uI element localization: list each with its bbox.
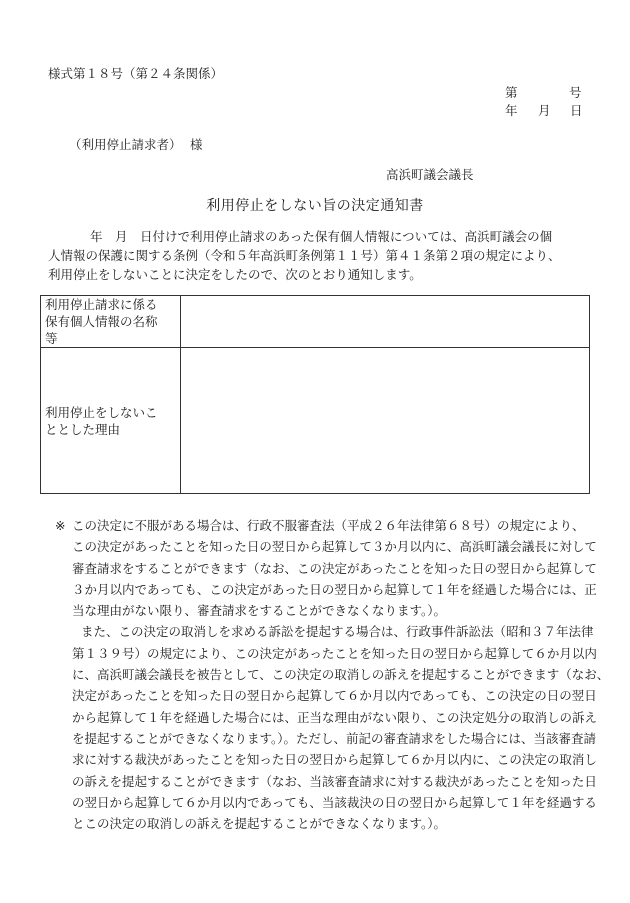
notice-line: に、高浜町議会議長を被告として、この決定の取消しの訴えを提起することができます（なお、 [72, 667, 610, 683]
notice-line: を提起することができなくなります。）。ただし、前記の審査請求をした場合には、当該審査請 [72, 730, 597, 746]
notice-line: ３か月以内であっても、この決定があった日の翌日から起算して１年を経過した場合には、正 [72, 581, 597, 597]
reason-label: 利用停止をしないこ ととした理由 [45, 404, 158, 437]
intro-line: 年 月 日付けで利用停止請求のあった保有個人情報については、高浜町議会の個 [90, 229, 553, 244]
intro-line: 人情報の保護に関する条例（令和５年高浜町条例第１１号）第４１条第２項の規定により、 [48, 248, 561, 263]
date-day-label: 日 [570, 103, 583, 118]
notice-line: また、この決定の取消しを求める訴訟を提起する場合は、行政事件訴訟法（昭和３７年法律 [81, 624, 594, 640]
document-number-suffix: 号 [569, 85, 582, 100]
notice-mark: ※ [55, 518, 66, 533]
table-label-cell [41, 348, 181, 494]
intro-paragraph [48, 227, 593, 284]
notice-line: 当な理由がない限り、審査請求をすることができなくなります。）。 [72, 603, 447, 619]
date-year-label: 年 [505, 103, 518, 118]
date-month-label: 月 [538, 103, 551, 118]
reason-value-cell[interactable] [181, 348, 590, 494]
info-name-label: 利用停止請求に係る 保有個人情報の名称 等 [45, 297, 158, 346]
form-number: 様式第１８号（第２４条関係） [48, 66, 224, 81]
intro-line: 利用停止をしないことに決定をしたので、次のとおり通知します。 [48, 267, 422, 282]
addressee-honorific: 様 [190, 137, 203, 152]
notice-line: の翌日から起算して６か月以内であっても、当該裁決の日の翌日から起算して１年を経過する [72, 794, 597, 810]
notice-line: この決定があったことを知った日の翌日から起算して３か月以内に、高浜町議会議長に対して [72, 539, 597, 555]
info-name-value-cell[interactable] [181, 296, 590, 348]
notice-line: 第１３９号）の規定により、この決定があったことを知った日の翌日から起算して６か月以内 [72, 645, 597, 661]
notice-text: この決定に不服がある場合は、行政不服審査法（平成２６年法律第６８号）の規定により、 [72, 518, 585, 533]
table-label-cell [41, 296, 181, 348]
addressee-label: （利用停止請求者） [69, 137, 182, 152]
notice-section [55, 515, 610, 834]
notice-line: から起算して１年を経過した場合には、正当な理由がない限り、この決定処分の取消しの訴え [72, 709, 598, 725]
notice-line: の訴えを提起することができます（なお、当該審査請求に対する裁決があったことを知った日 [72, 773, 597, 789]
notice-line: 決定があったことを知った日の翌日から起算して６か月以内であっても、この決定の日の翌日 [72, 688, 597, 704]
table-row [41, 296, 590, 348]
notice-line: 求に対する裁決があったことを知った日の翌日から起算して６か月以内に、この決定の取消し [72, 752, 597, 768]
notice-line: 審査請求をすることができます（なお、この決定があったことを知った日の翌日から起算して [72, 560, 597, 576]
document-number-label: 第 [505, 85, 518, 100]
document-title: 利用停止をしない旨の決定通知書 [206, 198, 424, 214]
table-row [41, 348, 590, 494]
issuer-name: 高浜町議会議長 [386, 167, 474, 182]
info-table [40, 295, 590, 494]
notice-line: とこの決定の取消しの訴えを提起することができなくなります。）。 [72, 816, 447, 832]
notice-line [55, 515, 595, 536]
